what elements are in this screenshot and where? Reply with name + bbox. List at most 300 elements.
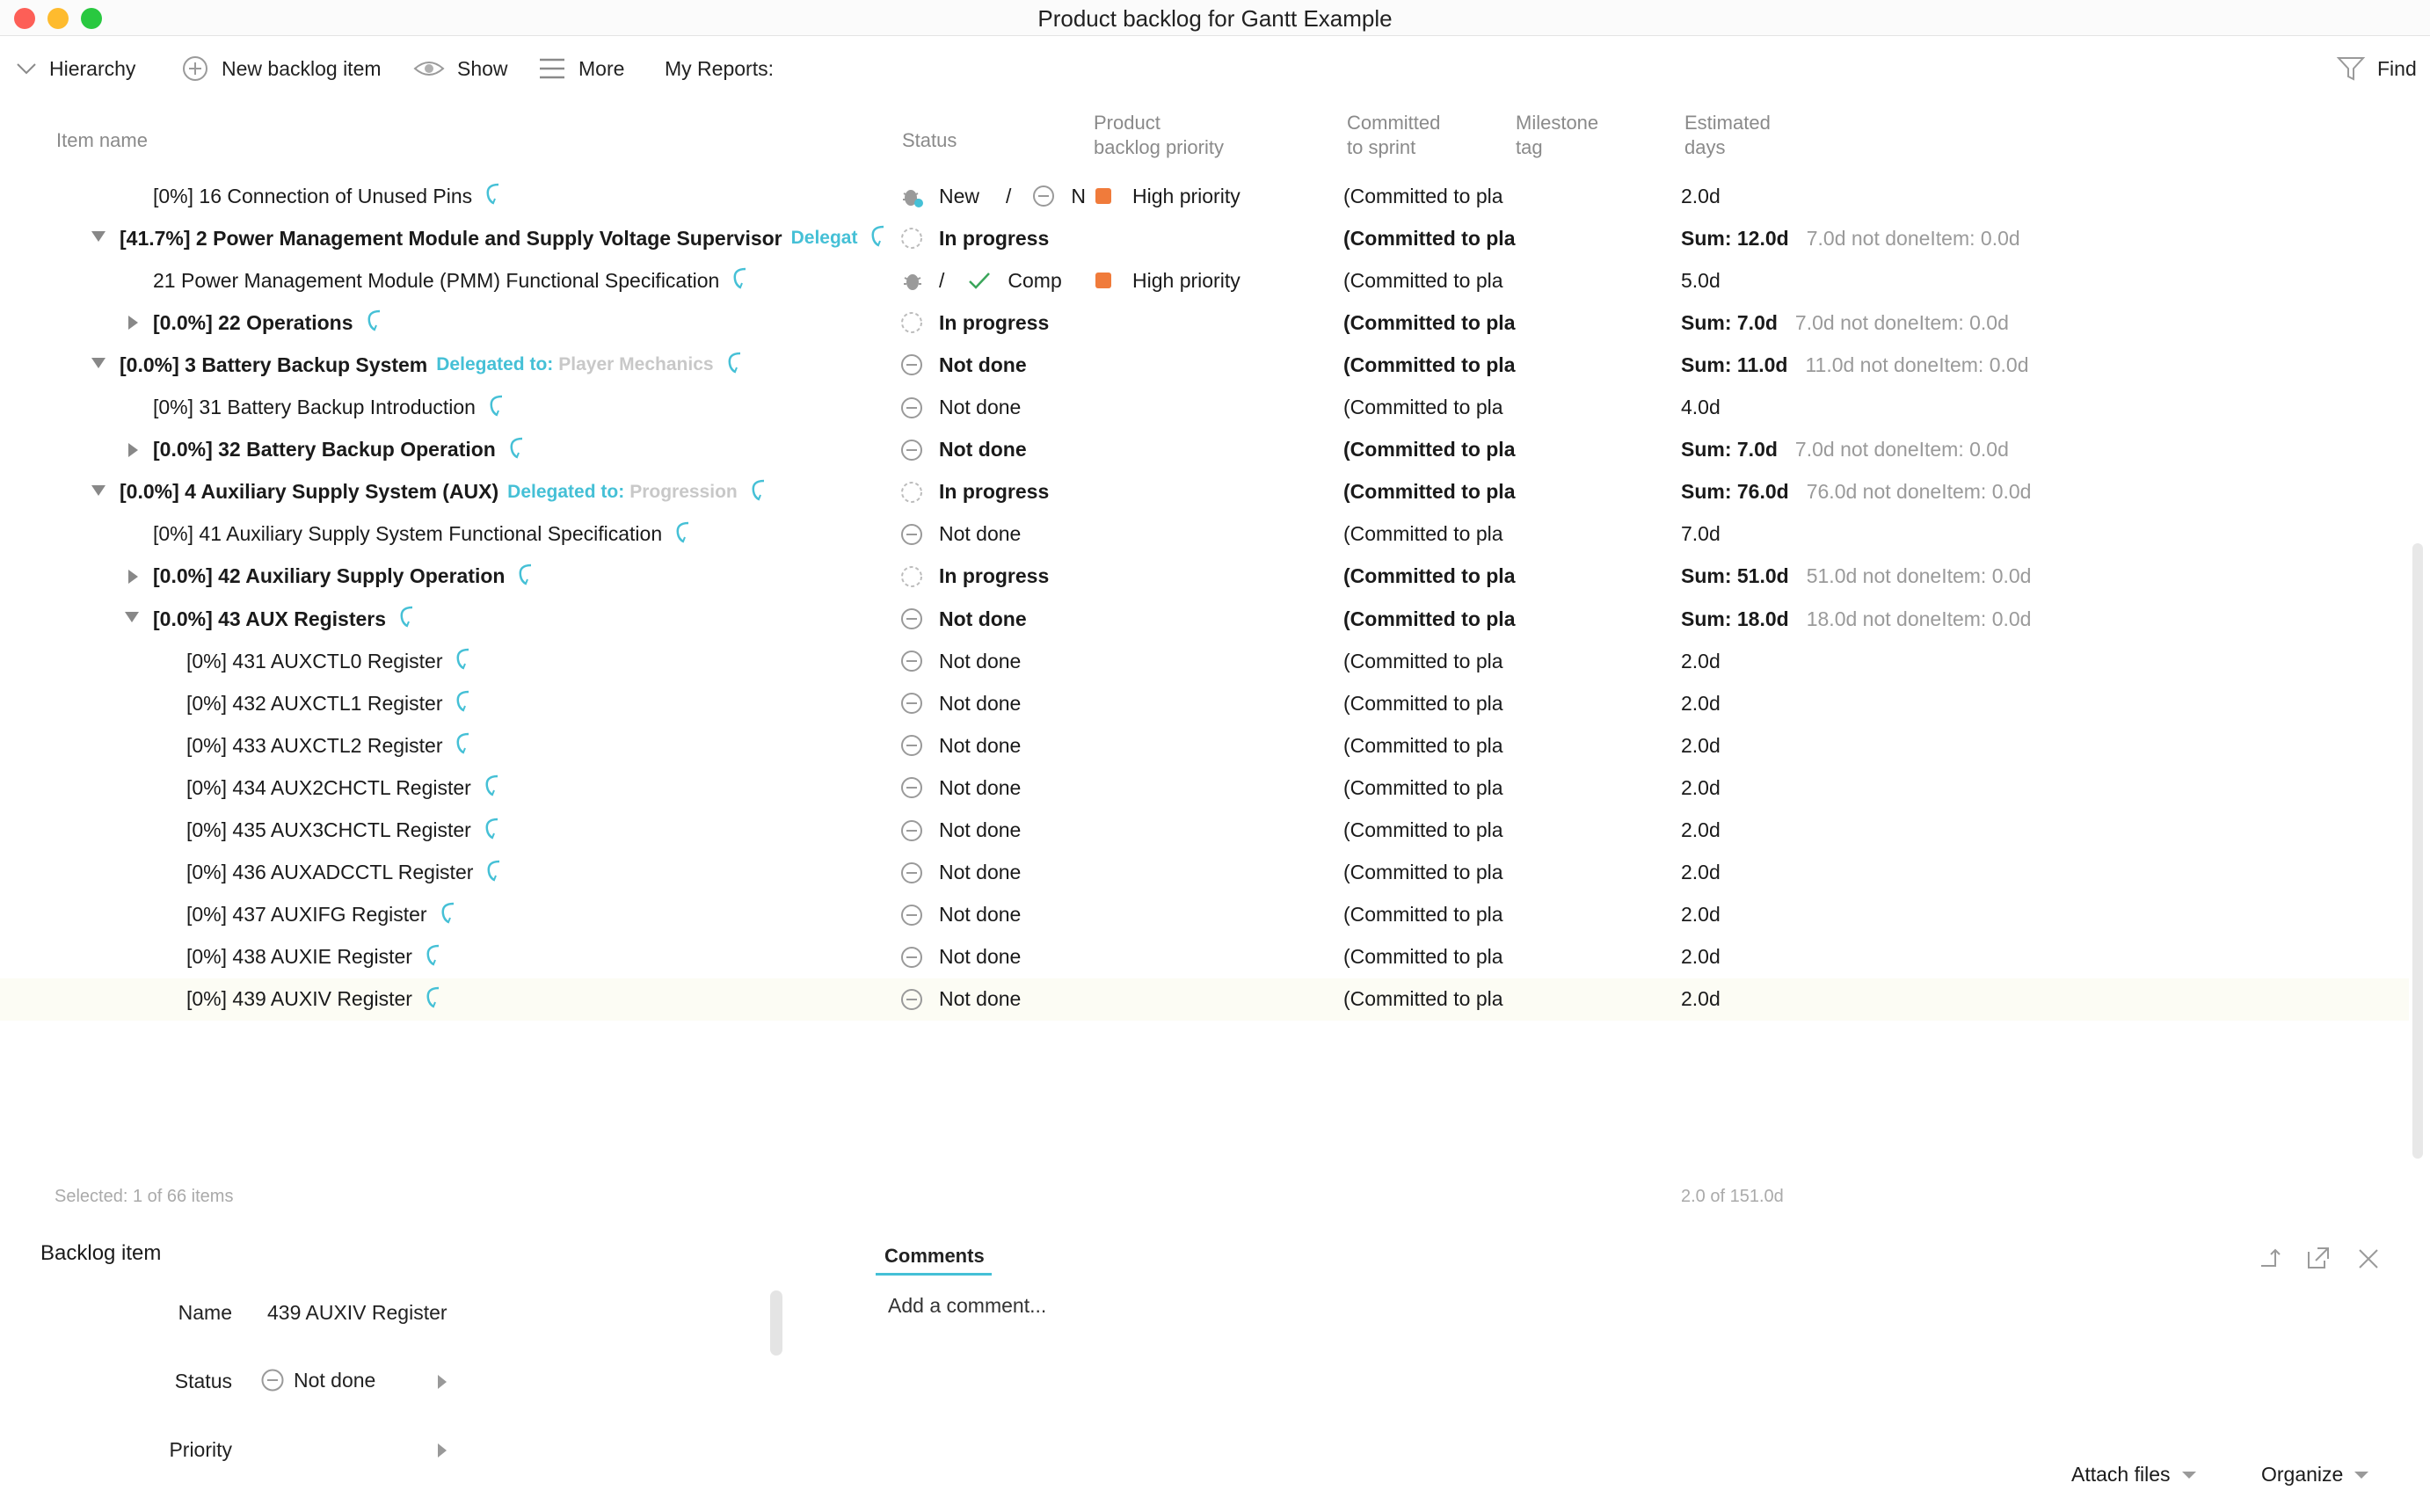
detail-name-label: Name xyxy=(178,1301,232,1324)
estimate-text: Sum: 51.0d xyxy=(1681,564,1789,588)
table-row[interactable] xyxy=(0,259,2409,302)
committed-cell[interactable] xyxy=(1343,894,1502,936)
status-cell[interactable] xyxy=(900,556,1049,598)
not-done-icon xyxy=(900,353,923,376)
table-row[interactable] xyxy=(0,513,2409,556)
toolbar xyxy=(0,39,2430,100)
status-text: Not done xyxy=(939,522,1022,546)
status-text: Not done xyxy=(939,987,1022,1011)
committed-cell[interactable] xyxy=(1343,556,1516,598)
item-name: [0.0%] 4 Auxiliary Supply System (AUX) xyxy=(120,480,499,504)
item-name: [0%] 432 AUXCTL1 Register xyxy=(186,691,443,715)
item-name: [0%] 41 Auxiliary Supply System Functional Specification xyxy=(153,522,663,546)
estimate-cell[interactable] xyxy=(1681,810,1721,852)
item-name: [0%] 435 AUX3CHCTL Register xyxy=(186,818,471,841)
delegated-info xyxy=(791,228,858,249)
sync-icon xyxy=(453,688,472,718)
committed-cell[interactable] xyxy=(1343,429,1516,471)
item-name-cell[interactable] xyxy=(120,344,744,386)
status-expand-arrow-icon[interactable] xyxy=(438,1375,447,1389)
estimate-text: 2.0d xyxy=(1681,184,1721,207)
table-row[interactable] xyxy=(0,598,2409,640)
not-done-icon xyxy=(900,819,923,842)
estimate-text: Sum: 11.0d xyxy=(1681,353,1788,376)
committed-text: (Committed to pla xyxy=(1343,987,1503,1011)
item-name: 21 Power Management Module (PMM) Functional Specification xyxy=(153,268,720,292)
show-label: Show xyxy=(457,56,508,80)
estimate-text: 4.0d xyxy=(1681,396,1721,418)
estimate-breakdown: 7.0d not doneItem: 0.0d xyxy=(1794,438,2009,462)
sync-icon xyxy=(364,308,383,338)
column-header-priority[interactable] xyxy=(1094,111,1224,160)
item-name: [0.0%] 42 Auxiliary Supply Operation xyxy=(153,564,506,588)
committed-cell[interactable] xyxy=(1343,344,1516,386)
check-icon xyxy=(967,270,992,291)
status-text: Not done xyxy=(939,649,1022,672)
estimate-text: Sum: 7.0d xyxy=(1681,310,1778,334)
estimate-cell[interactable] xyxy=(1681,556,2031,598)
committed-text: (Committed to pla xyxy=(1343,945,1503,969)
my-reports-label: My Reports: xyxy=(665,56,774,80)
dropdown-arrow-icon xyxy=(2181,1470,2197,1480)
delegated-label: Delegat xyxy=(790,228,858,249)
table-row[interactable] xyxy=(0,387,2409,429)
committed-cell[interactable] xyxy=(1343,302,1516,344)
estimate-cell[interactable] xyxy=(1681,682,1721,724)
status-cell[interactable] xyxy=(900,682,1021,724)
committed-text: (Committed to pla xyxy=(1343,522,1503,546)
estimate-cell[interactable] xyxy=(1681,259,1721,302)
committed-text: (Committed to pla xyxy=(1343,818,1503,841)
estimate-text: 2.0d xyxy=(1681,818,1721,841)
collapse-arrow-icon[interactable] xyxy=(125,612,139,622)
estimate-cell[interactable] xyxy=(1681,471,2031,513)
table-row[interactable] xyxy=(0,556,2409,598)
priority-square-icon xyxy=(1095,188,1111,204)
table-row[interactable] xyxy=(0,852,2409,894)
hierarchy-label: Hierarchy xyxy=(49,56,136,80)
item-name: [0%] 436 AUXADCCTL Register xyxy=(186,861,474,884)
column-header-estimated-line2: days xyxy=(1684,136,1726,158)
table-row[interactable] xyxy=(0,429,2409,471)
estimate-text: 2.0d xyxy=(1681,903,1721,927)
not-done-icon xyxy=(900,396,923,419)
delegated-info xyxy=(436,354,713,375)
item-name-cell[interactable] xyxy=(120,217,887,259)
attach-files-button[interactable] xyxy=(2071,1463,2197,1487)
new-bug-icon xyxy=(900,185,923,207)
status-text: Not done xyxy=(939,818,1022,841)
item-name-cell[interactable] xyxy=(186,724,472,767)
detail-section-title: Backlog item xyxy=(40,1241,162,1265)
in-progress-icon xyxy=(900,311,923,334)
committed-cell[interactable] xyxy=(1343,513,1502,556)
table-row[interactable] xyxy=(0,894,2409,936)
sync-icon xyxy=(673,520,692,549)
estimate-text: 2.0d xyxy=(1681,987,1721,1011)
committed-text: (Committed to pla xyxy=(1343,649,1503,672)
committed-cell[interactable] xyxy=(1343,936,1502,978)
item-name-cell[interactable] xyxy=(153,598,416,640)
filter-funnel-icon xyxy=(2337,55,2365,82)
table-row[interactable] xyxy=(0,936,2409,978)
column-header-milestone-line2: tag xyxy=(1516,136,1543,158)
item-name-cell[interactable] xyxy=(186,682,472,724)
column-header-estimated[interactable] xyxy=(1684,111,1771,160)
eye-icon xyxy=(413,58,445,79)
in-progress-icon xyxy=(900,227,923,250)
estimate-breakdown: 51.0d not doneItem: 0.0d xyxy=(1806,564,2032,588)
item-name: [0.0%] 22 Operations xyxy=(153,310,353,334)
item-name-cell[interactable] xyxy=(186,936,442,978)
status-text: Not done xyxy=(939,607,1027,630)
item-name: [41.7%] 2 Power Management Module and Supply Voltage Supervisor xyxy=(120,226,782,250)
not-done-icon xyxy=(900,692,923,715)
status-cell[interactable] xyxy=(900,259,1062,302)
priority-cell[interactable] xyxy=(1095,259,1240,302)
committed-text: (Committed to pla xyxy=(1343,733,1503,757)
sync-icon xyxy=(423,942,442,972)
estimate-cell[interactable] xyxy=(1681,978,1721,1021)
item-name: [0.0%] 43 AUX Registers xyxy=(153,607,387,630)
table-row[interactable] xyxy=(0,344,2409,386)
estimate-cell[interactable] xyxy=(1681,175,1721,217)
estimate-breakdown: 7.0d not doneItem: 0.0d xyxy=(1794,310,2009,334)
sync-icon xyxy=(453,646,472,676)
table-row[interactable] xyxy=(0,724,2409,767)
item-name-cell[interactable] xyxy=(186,894,457,936)
status-text: In progress xyxy=(939,226,1050,250)
status-cell[interactable] xyxy=(900,852,1021,894)
status-text: Not done xyxy=(939,691,1022,715)
sync-icon xyxy=(486,393,506,423)
sync-icon xyxy=(453,731,472,760)
estimate-text: Sum: 7.0d xyxy=(1681,438,1778,462)
not-done-icon xyxy=(900,946,923,969)
more-label: More xyxy=(578,56,625,80)
new-backlog-item-button[interactable] xyxy=(181,51,382,86)
item-name-cell[interactable] xyxy=(120,471,768,513)
estimate-cell[interactable] xyxy=(1681,344,2028,386)
status-cell[interactable] xyxy=(900,936,1021,978)
detail-status-selector[interactable] xyxy=(260,1368,375,1392)
priority-square-icon xyxy=(1095,273,1111,288)
estimate-text: Sum: 76.0d xyxy=(1681,480,1789,504)
sync-icon xyxy=(482,773,501,803)
status-cell[interactable] xyxy=(900,513,1021,556)
item-name-cell[interactable] xyxy=(186,852,503,894)
hierarchy-button[interactable] xyxy=(16,51,135,86)
estimate-cell[interactable] xyxy=(1681,724,1721,767)
estimate-cell[interactable] xyxy=(1681,894,1721,936)
committed-cell[interactable] xyxy=(1343,810,1502,852)
status-cell[interactable] xyxy=(900,429,1027,471)
estimate-cell[interactable] xyxy=(1681,640,1721,682)
attach-files-label: Attach files xyxy=(2071,1463,2171,1486)
priority-cell[interactable] xyxy=(1095,175,1240,217)
status-text: Not done xyxy=(939,353,1027,376)
table-row[interactable] xyxy=(0,175,2409,217)
committed-text: (Committed to pla xyxy=(1343,480,1516,504)
item-name-cell[interactable] xyxy=(186,810,501,852)
committed-cell[interactable] xyxy=(1343,852,1502,894)
sync-icon xyxy=(397,604,416,634)
collapse-arrow-icon[interactable] xyxy=(91,358,105,368)
column-header-committed[interactable] xyxy=(1347,111,1440,160)
committed-cell[interactable] xyxy=(1343,767,1502,809)
status-text: Not done xyxy=(939,438,1027,462)
delegated-value: Player Mechanics xyxy=(558,354,714,375)
find-button[interactable] xyxy=(2337,51,2417,86)
committed-text: (Committed to pla xyxy=(1343,607,1516,630)
column-header-item-name-text: Item name xyxy=(56,129,148,151)
estimate-cell[interactable] xyxy=(1681,387,1721,429)
item-name: [0%] 31 Battery Backup Introduction xyxy=(153,396,476,418)
item-name-cell[interactable] xyxy=(153,429,526,471)
table-row[interactable] xyxy=(0,217,2409,259)
committed-cell[interactable] xyxy=(1343,471,1516,513)
estimate-text: 5.0d xyxy=(1681,268,1721,292)
column-header-item-name[interactable] xyxy=(56,128,148,153)
status-truncated-text: N xyxy=(1071,184,1087,207)
comments-tab-underline xyxy=(876,1273,992,1276)
committed-cell[interactable] xyxy=(1343,640,1502,682)
sync-icon xyxy=(515,562,535,592)
committed-cell[interactable] xyxy=(1343,598,1516,640)
status-cell[interactable] xyxy=(900,471,1049,513)
priority-text: High priority xyxy=(1132,268,1240,292)
detail-name-value[interactable]: 439 AUXIV Register xyxy=(267,1301,447,1324)
committed-text: (Committed to pla xyxy=(1343,268,1503,292)
estimate-cell[interactable] xyxy=(1681,936,1721,978)
estimate-breakdown: 18.0d not doneItem: 0.0d xyxy=(1806,607,2032,630)
committed-text: (Committed to pla xyxy=(1343,226,1516,250)
status-cell[interactable] xyxy=(900,810,1021,852)
status-text: Not done xyxy=(939,733,1022,757)
item-name-cell[interactable] xyxy=(153,175,502,217)
delegated-label: Delegated to: xyxy=(507,481,625,502)
table-row[interactable] xyxy=(0,978,2409,1021)
sync-icon xyxy=(484,858,503,888)
committed-cell[interactable] xyxy=(1343,387,1502,429)
estimate-cell[interactable] xyxy=(1681,852,1721,894)
status-text: Not done xyxy=(939,861,1022,884)
sync-icon xyxy=(724,350,744,380)
item-name-cell[interactable] xyxy=(186,640,472,682)
status-cell[interactable] xyxy=(900,640,1021,682)
detail-status-label: Status xyxy=(174,1370,232,1392)
table-row[interactable] xyxy=(0,682,2409,724)
not-done-icon xyxy=(900,650,923,672)
status-cell[interactable] xyxy=(900,978,1021,1021)
status-separator: / xyxy=(1006,184,1012,207)
tab-comments[interactable]: Comments xyxy=(884,1245,985,1267)
item-name: [0.0%] 32 Battery Backup Operation xyxy=(153,438,496,462)
add-comment-input[interactable]: Add a comment... xyxy=(888,1294,1047,1317)
expand-arrow-icon[interactable] xyxy=(128,570,138,584)
estimate-breakdown: 7.0d not doneItem: 0.0d xyxy=(1806,226,2020,250)
vertical-scrollbar[interactable] xyxy=(2412,543,2423,1159)
in-progress-icon xyxy=(900,565,923,588)
not-done-icon xyxy=(900,776,923,799)
not-done-icon xyxy=(900,904,923,927)
sync-icon xyxy=(482,816,501,846)
status-text: New xyxy=(939,184,980,207)
sync-icon xyxy=(868,223,887,253)
detail-scrollbar[interactable] xyxy=(770,1290,782,1356)
estimate-text: 2.0d xyxy=(1681,945,1721,969)
committed-cell[interactable] xyxy=(1343,217,1516,259)
estimate-cell[interactable] xyxy=(1681,302,2009,344)
plus-circle-icon xyxy=(181,55,209,83)
column-header-priority-line1: Product xyxy=(1094,112,1160,134)
column-header-status[interactable] xyxy=(902,128,957,153)
status-cell[interactable] xyxy=(900,175,1087,217)
delegated-value: Progression xyxy=(629,481,738,502)
status-cell[interactable] xyxy=(900,302,1049,344)
item-name-cell[interactable] xyxy=(153,259,749,302)
item-name-cell[interactable] xyxy=(153,302,383,344)
committed-text: (Committed to pla xyxy=(1343,903,1503,927)
organize-button[interactable] xyxy=(2261,1463,2369,1487)
find-label: Find xyxy=(2377,56,2417,80)
not-done-icon xyxy=(260,1368,285,1392)
expand-arrow-icon[interactable] xyxy=(128,316,138,330)
collapse-arrow-icon[interactable] xyxy=(91,485,105,496)
committed-text: (Committed to pla xyxy=(1343,353,1516,376)
status-text: In progress xyxy=(939,480,1050,504)
table-row[interactable] xyxy=(0,640,2409,682)
estimate-text: 7.0d xyxy=(1681,522,1721,546)
not-done-icon xyxy=(900,607,923,630)
committed-text: (Committed to pla xyxy=(1343,184,1503,207)
collapse-arrow-icon[interactable] xyxy=(91,231,105,242)
delegated-info xyxy=(507,482,738,503)
committed-cell[interactable] xyxy=(1343,724,1502,767)
organize-label: Organize xyxy=(2261,1463,2344,1486)
expand-arrow-icon[interactable] xyxy=(128,443,138,457)
dropdown-arrow-icon xyxy=(2354,1470,2369,1480)
item-name-cell[interactable] xyxy=(153,387,506,429)
committed-cell[interactable] xyxy=(1343,259,1502,302)
estimate-total: 2.0 of 151.0d xyxy=(1681,1187,1784,1206)
estimate-text: Sum: 18.0d xyxy=(1681,607,1789,630)
table-row[interactable] xyxy=(0,471,2409,513)
committed-text: (Committed to pla xyxy=(1343,438,1516,462)
item-name: [0%] 431 AUXCTL0 Register xyxy=(186,649,443,672)
estimate-cell[interactable] xyxy=(1681,513,1721,556)
item-name: [0%] 433 AUXCTL2 Register xyxy=(186,733,443,757)
new-backlog-item-label: New backlog item xyxy=(222,56,382,80)
committed-text: (Committed to pla xyxy=(1343,564,1516,588)
column-header-committed-line2: to sprint xyxy=(1347,136,1416,158)
status-cell[interactable] xyxy=(900,767,1021,809)
sync-icon xyxy=(730,265,749,295)
status-cell[interactable] xyxy=(900,724,1021,767)
status-cell[interactable] xyxy=(900,217,1049,259)
item-name-cell[interactable] xyxy=(153,513,692,556)
status-text: Not done xyxy=(939,945,1022,969)
bug-icon xyxy=(900,269,923,292)
committed-cell[interactable] xyxy=(1343,175,1502,217)
sync-icon xyxy=(748,477,768,507)
status-text: Not done xyxy=(939,396,1022,418)
delegated-label: Delegated to: xyxy=(436,354,554,375)
open-external-icon[interactable] xyxy=(2305,1245,2332,1271)
not-done-icon xyxy=(900,988,923,1011)
estimate-cell[interactable] xyxy=(1681,767,1721,809)
estimate-text: Sum: 12.0d xyxy=(1681,226,1789,250)
committed-text: (Committed to pla xyxy=(1343,775,1503,799)
committed-cell[interactable] xyxy=(1343,978,1502,1021)
sync-icon xyxy=(438,900,457,930)
status-cell[interactable] xyxy=(900,894,1021,936)
item-name: [0%] 437 AUXIFG Register xyxy=(186,903,427,927)
estimate-cell[interactable] xyxy=(1681,598,2031,640)
estimate-text: 2.0d xyxy=(1681,775,1721,799)
column-header-priority-line2: backlog priority xyxy=(1094,136,1224,158)
not-done-icon xyxy=(900,734,923,757)
sync-icon xyxy=(506,435,526,465)
estimate-breakdown: 11.0d not doneItem: 0.0d xyxy=(1805,353,2029,376)
close-panel-icon[interactable] xyxy=(2356,1247,2381,1271)
title-bar xyxy=(0,0,2430,36)
detail-status-value: Not done xyxy=(294,1368,376,1392)
window-title: Product backlog for Gantt Example xyxy=(1037,5,1393,32)
estimate-text: 2.0d xyxy=(1681,649,1721,672)
committed-text: (Committed to pla xyxy=(1343,396,1503,418)
status-truncated-text: Comp xyxy=(1008,268,1062,292)
not-done-icon xyxy=(900,439,923,462)
estimate-text: 2.0d xyxy=(1681,861,1721,884)
status-cell[interactable] xyxy=(900,598,1027,640)
column-header-committed-line1: Committed xyxy=(1347,112,1441,134)
item-name-cell[interactable] xyxy=(153,556,535,598)
more-button[interactable] xyxy=(538,51,624,86)
status-text: In progress xyxy=(939,310,1050,334)
item-name-cell[interactable] xyxy=(186,978,442,1021)
in-progress-icon xyxy=(900,481,923,504)
chevron-down-icon xyxy=(16,62,37,76)
dock-panel-icon[interactable] xyxy=(2256,1245,2282,1271)
estimate-cell[interactable] xyxy=(1681,429,2009,471)
estimate-text: 2.0d xyxy=(1681,691,1721,715)
priority-expand-arrow-icon[interactable] xyxy=(438,1443,447,1457)
item-name: [0.0%] 3 Battery Backup System xyxy=(120,353,428,376)
committed-text: (Committed to pla xyxy=(1343,691,1503,715)
table-row[interactable] xyxy=(0,302,2409,344)
estimate-breakdown: 76.0d not doneItem: 0.0d xyxy=(1806,480,2032,504)
estimate-text: 2.0d xyxy=(1681,733,1721,757)
status-cell[interactable] xyxy=(900,344,1027,386)
estimate-cell[interactable] xyxy=(1681,217,2020,259)
column-header-milestone[interactable] xyxy=(1516,111,1598,160)
committed-text: (Committed to pla xyxy=(1343,310,1516,334)
status-text: / xyxy=(939,268,945,292)
committed-cell[interactable] xyxy=(1343,682,1502,724)
not-done-icon xyxy=(900,861,923,884)
show-button[interactable] xyxy=(413,51,508,86)
my-reports-button[interactable] xyxy=(665,51,774,86)
status-cell[interactable] xyxy=(900,387,1021,429)
menu-lines-icon xyxy=(538,56,566,81)
item-name: [0%] 439 AUXIV Register xyxy=(186,987,412,1011)
committed-text: (Committed to pla xyxy=(1343,861,1503,884)
table-row[interactable] xyxy=(0,767,2409,809)
selection-count: Selected: 1 of 66 items xyxy=(55,1187,234,1206)
table-row[interactable] xyxy=(0,810,2409,852)
item-name-cell[interactable] xyxy=(186,767,501,809)
